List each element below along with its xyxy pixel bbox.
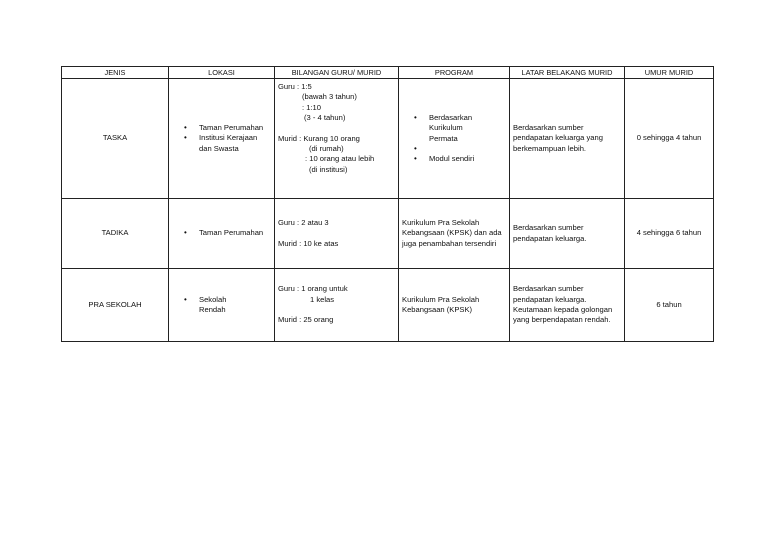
cell-latar-belakang [510,199,625,269]
cell-umur: 0 sehingga 4 tahun [625,79,714,199]
bilangan-line: (bawah 3 tahun) [302,92,357,102]
latar-text: Berdasarkan sumber pendapatan keluarga yang berkemampuan lebih. [513,122,603,153]
bilangan-line: Murid : 25 orang [278,315,334,325]
comparison-table [61,66,714,342]
bilangan-line: (di rumah) [309,144,344,154]
table-row-pra-sekolah [62,269,714,342]
cell-bilangan [275,199,399,269]
list-item: • Taman Perumahan [199,123,267,133]
list-item: • Berdasarkan Kurikulum Permata [429,113,489,144]
cell-bilangan [275,79,399,199]
cell-lokasi [169,199,275,269]
cell-jenis: PRA SEKOLAH [62,269,169,342]
cell-lokasi [169,79,275,199]
bilangan-line: Guru : 2 atau 3 [278,218,329,228]
lokasi-list [169,228,267,238]
cell-lokasi [169,269,275,342]
list-item: • Sekolah Rendah [199,295,249,316]
cell-program [399,79,510,199]
lokasi-list [169,123,267,154]
header-bilangan: BILANGAN GURU/ MURID [275,67,399,79]
header-row [62,67,714,79]
program-text: Kurikulum Pra Sekolah Kebangsaan (KPSK) [402,294,480,314]
cell-latar-belakang [510,269,625,342]
bilangan-line: (3 - 4 tahun) [304,113,346,123]
bilangan-line: Murid : Kurang 10 orang [278,133,360,143]
header-umur: UMUR MURID [625,67,714,79]
list-item: • Institusi Kerajaan dan Swasta [199,133,267,154]
lokasi-list [169,295,249,316]
cell-program [399,199,510,269]
header-lokasi: LOKASI [169,67,275,79]
cell-jenis: TADIKA [62,199,169,269]
header-latar-belakang: LATAR BELAKANG MURID [510,67,625,79]
program-list [399,113,489,165]
bilangan-line: : 1:10 [302,102,321,112]
bilangan-line: (di institusi) [309,164,348,174]
table-row-taska [62,79,714,199]
bilangan-line: Murid : 10 ke atas [278,238,339,248]
latar-text: Berdasarkan sumber pendapatan keluarga. [513,223,587,243]
header-program: PROGRAM [399,67,510,79]
cell-jenis: TASKA [62,79,169,199]
header-jenis: JENIS [62,67,169,79]
table-row-tadika [62,199,714,269]
cell-program [399,269,510,342]
cell-latar-belakang [510,79,625,199]
program-text: Kurikulum Pra Sekolah Kebangsaan (KPSK) dan ada juga penambahan tersendiri [402,217,502,248]
latar-text: Berdasarkan sumber pendapatan keluarga. Keutamaan kepada golongan yang berpendapatan rendah. [513,284,613,325]
bilangan-line: Guru : 1:5 [278,82,312,91]
bilangan-line: 1 kelas [310,294,335,304]
cell-umur: 4 sehingga 6 tahun [625,199,714,269]
cell-umur: 6 tahun [625,269,714,342]
bilangan-line: Guru : 1 orang untuk [278,284,348,294]
list-item: • Taman Perumahan [199,228,267,238]
cell-bilangan [275,269,399,342]
bilangan-line: : 10 orang atau lebih [305,154,375,164]
list-item: • Modul sendiri [429,154,489,164]
